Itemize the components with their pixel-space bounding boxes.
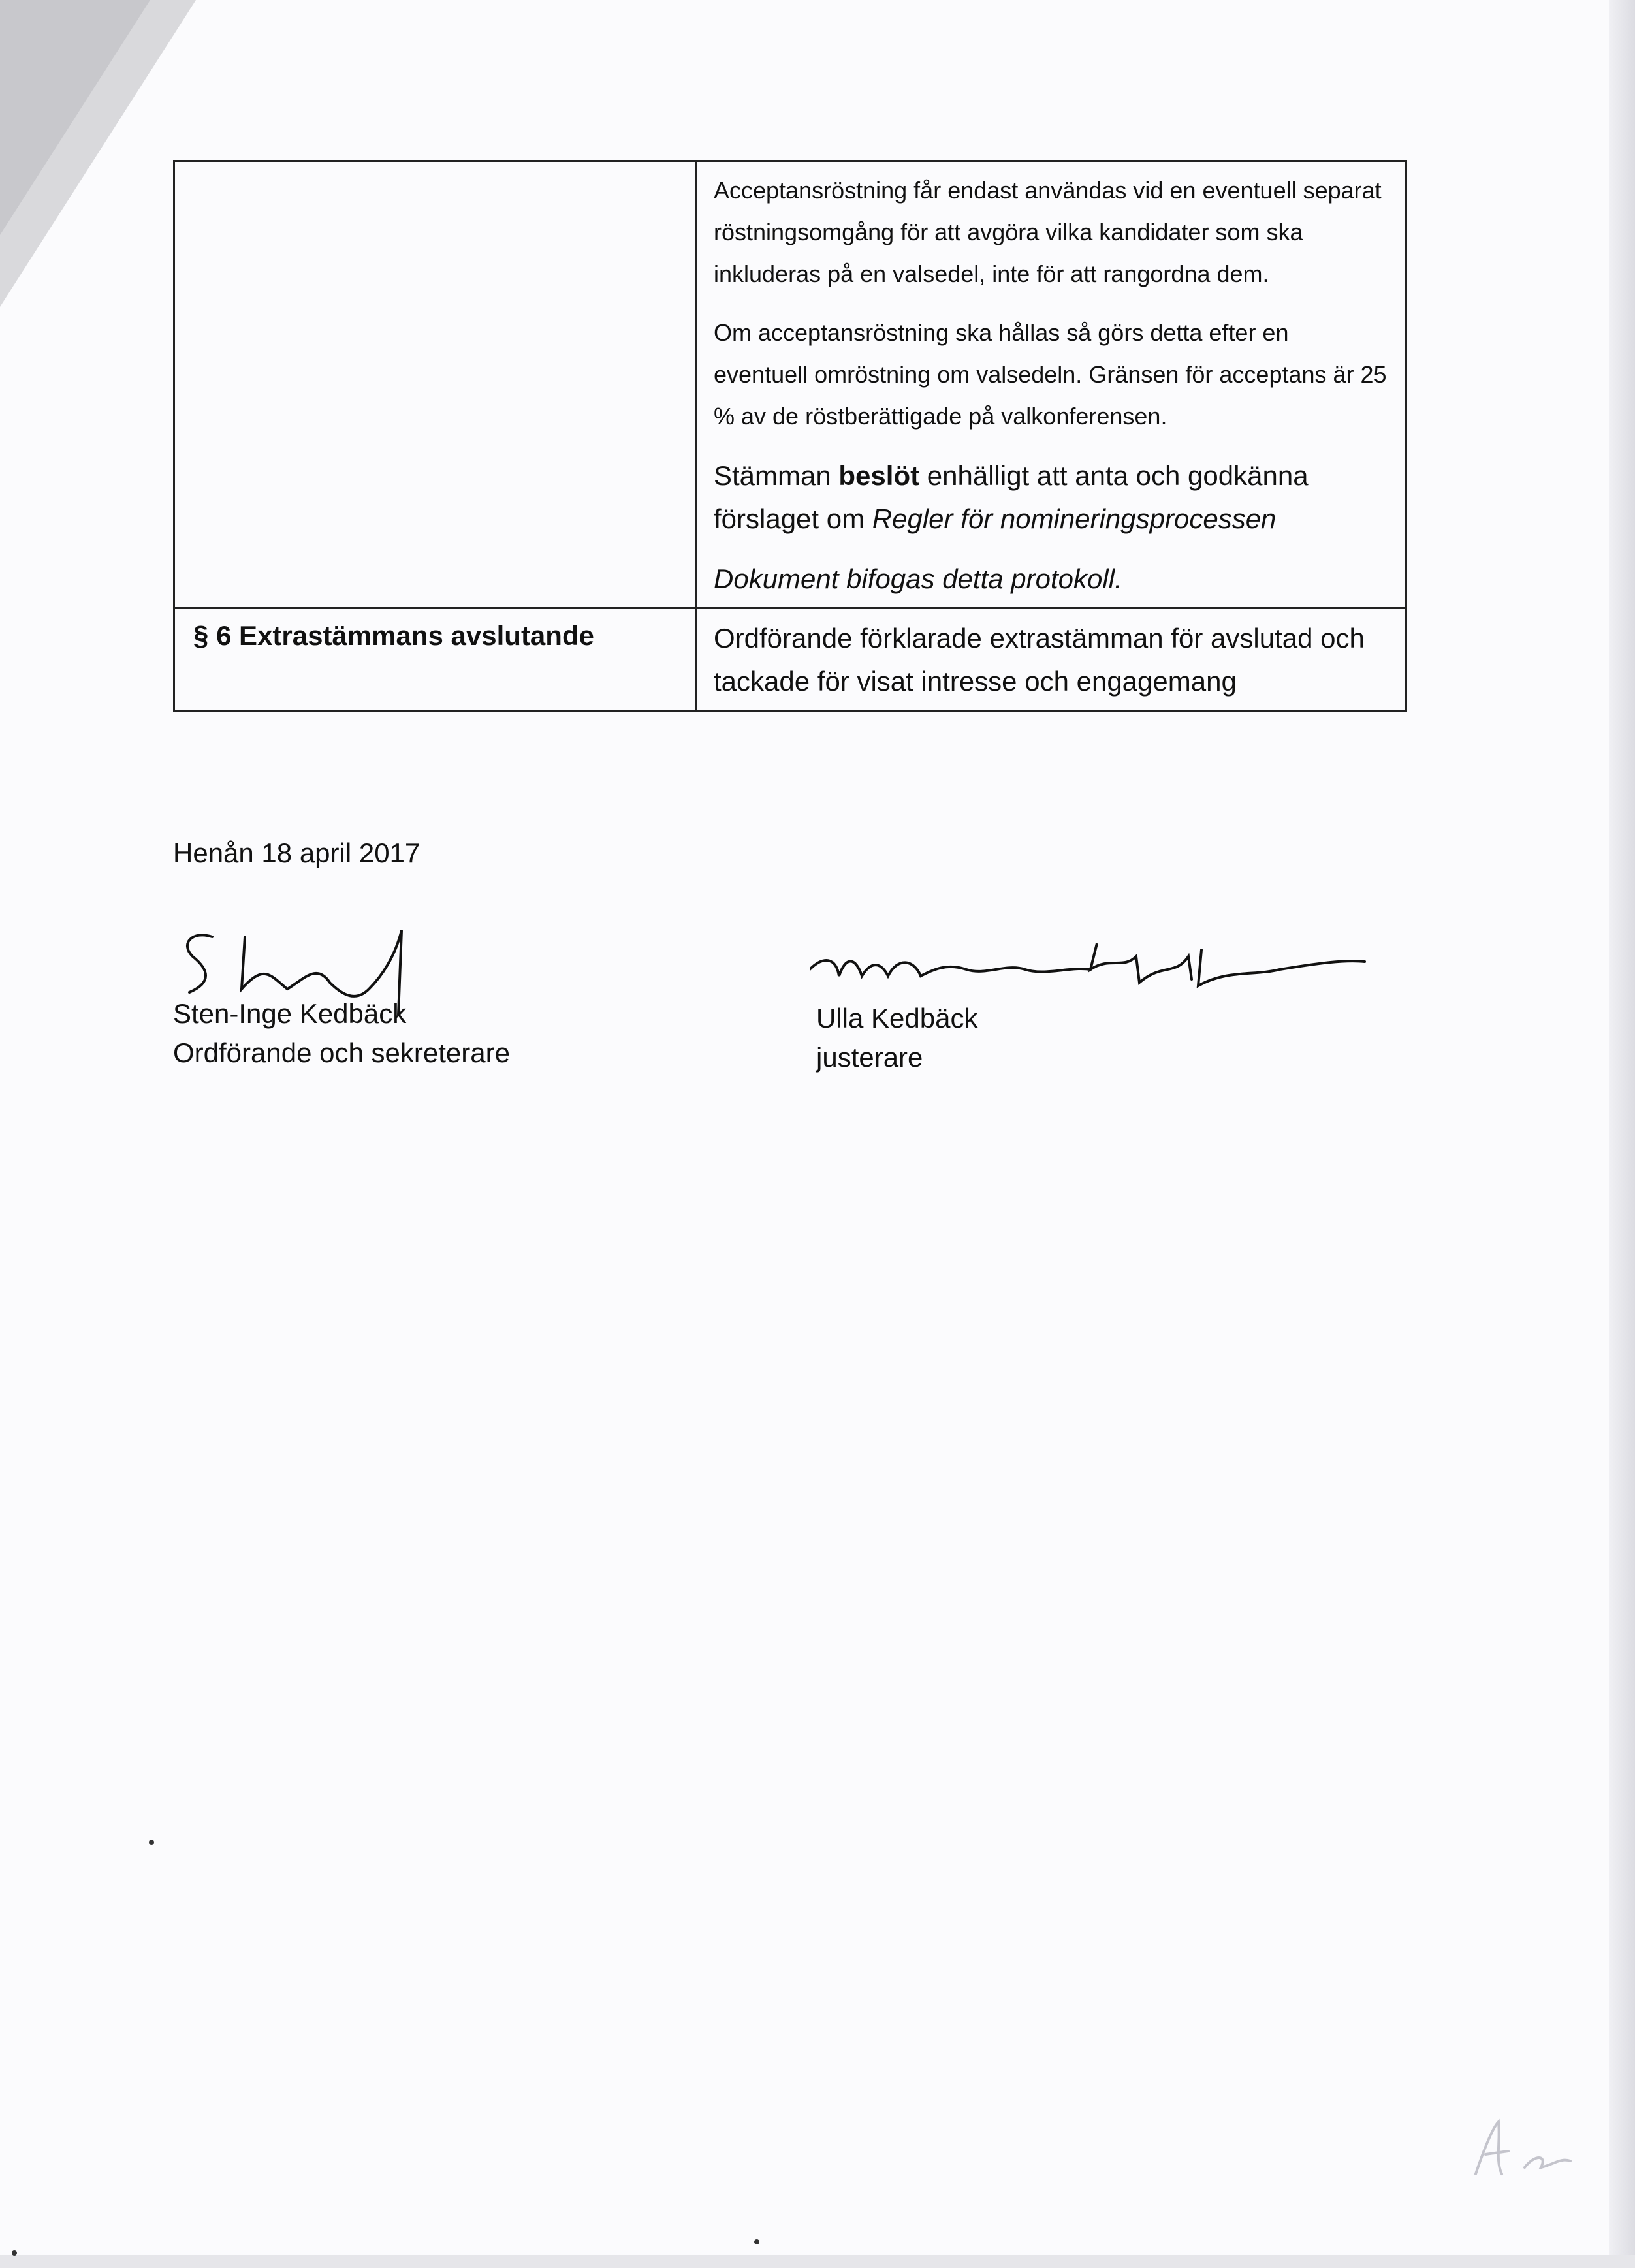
signatory-left-name: Sten-Inge Kedbäck xyxy=(173,998,407,1029)
attachment-note xyxy=(714,558,1388,601)
folded-corner-shadow xyxy=(0,0,150,235)
signatory-left-role: Ordförande och sekreterare xyxy=(173,1037,510,1068)
page-edge-bottom xyxy=(0,2255,1635,2268)
speck xyxy=(149,1840,154,1845)
table-cell-content xyxy=(696,161,1406,608)
table-row xyxy=(174,608,1406,711)
date-line: Henån 18 april 2017 xyxy=(173,838,421,868)
decision-italic: Regler för nomineringsprocessen xyxy=(872,503,1277,534)
page-edge xyxy=(1609,0,1635,2268)
signatory-left xyxy=(173,994,510,1073)
table-cell-empty xyxy=(174,161,696,608)
attachment-italic: Dokument bifogas detta protokoll. xyxy=(714,563,1122,594)
closing-paragraph: Ordförande förklarade extrastämman för avslutad och tackade för visat intresse och engagemang xyxy=(714,623,1365,697)
acceptance-voting-paragraph: Acceptansröstning får endast användas vid en eventuell separat röstningsomgång för att avgöra vilka kandidater som ska inkluderas på en valsedel, inte för att rangordna dem. xyxy=(714,177,1382,287)
decision-bold: beslöt xyxy=(838,460,920,491)
signature-right xyxy=(810,930,1371,1002)
signatory-right-role: justerare xyxy=(816,1042,923,1073)
decision-paragraph xyxy=(714,454,1388,541)
section-heading: § 6 Extrastämmans avslutande xyxy=(174,608,696,711)
table-row xyxy=(174,161,1406,608)
speck xyxy=(754,2239,759,2244)
signatory-right xyxy=(816,999,977,1077)
speck xyxy=(12,2250,17,2256)
table-cell-content xyxy=(696,608,1406,711)
decision-prefix: Stämman xyxy=(714,460,839,491)
decision-mid: enhälligt att anta och godkänna förslaget om xyxy=(714,460,1309,534)
minutes-table xyxy=(173,160,1407,712)
initials-mark xyxy=(1463,2115,1580,2187)
signatory-right-name: Ulla Kedbäck xyxy=(816,1003,978,1033)
acceptance-threshold-paragraph: Om acceptansröstning ska hållas så görs detta efter en eventuell omröstning om valsedeln. Gränsen för acceptans är 25 % av de röstberättigade på valkonferensen. xyxy=(714,319,1387,430)
